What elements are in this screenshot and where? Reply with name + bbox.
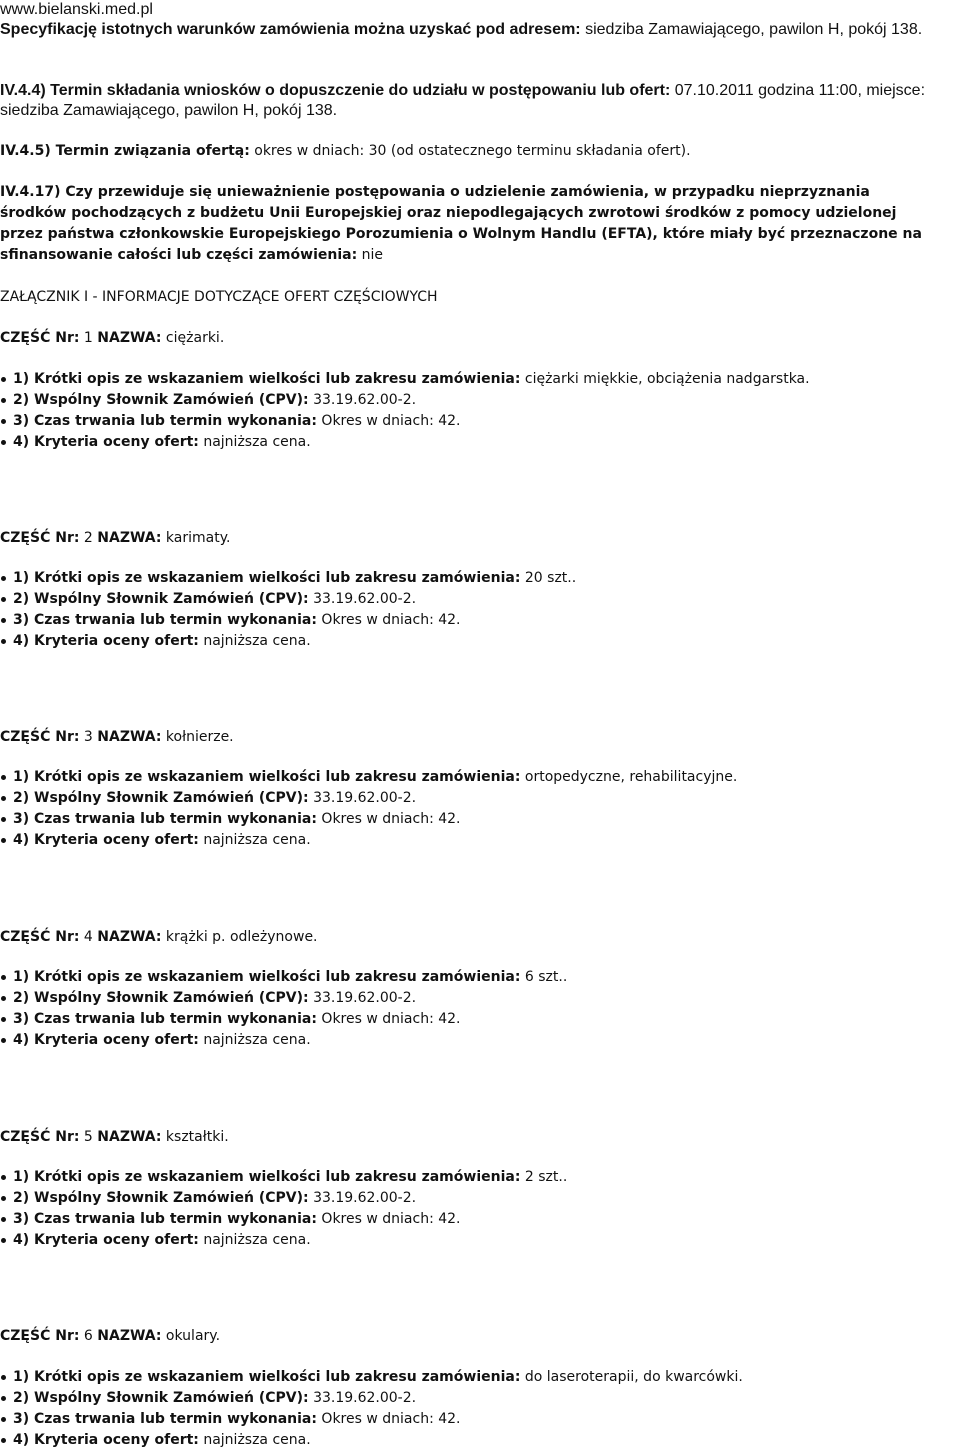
- part-nr: 2: [79, 530, 98, 546]
- desc-label: 1) Krótki opis ze wskazaniem wielkości lub zakresu zamówienia:: [13, 371, 521, 387]
- part-nr-label: CZĘŚĆ Nr:: [0, 330, 80, 346]
- criteria-value: najniższa cena.: [198, 434, 311, 450]
- part-details-list: [0, 568, 576, 652]
- iv417-paragraph: [0, 182, 935, 266]
- part-nr: 5: [79, 1129, 98, 1145]
- list-item: [0, 1409, 743, 1430]
- iv417-value: nie: [357, 247, 383, 263]
- iv45-value: okres w dniach: 30 (od ostatecznego terminu składania ofert).: [249, 143, 691, 159]
- iv45-label: IV.4.5) Termin związania ofertą:: [0, 143, 250, 159]
- cpv-value: 33.19.62.00-2.: [308, 790, 417, 806]
- list-item: [0, 1188, 567, 1209]
- cpv-value: 33.19.62.00-2.: [308, 1190, 417, 1206]
- desc-value: 2 szt..: [520, 1169, 568, 1185]
- list-item: [0, 631, 576, 652]
- part-name-label: NAZWA:: [97, 929, 162, 945]
- list-item: [0, 967, 567, 988]
- criteria-value: najniższa cena.: [198, 1032, 311, 1048]
- desc-label: 1) Krótki opis ze wskazaniem wielkości lub zakresu zamówienia:: [13, 570, 521, 586]
- part-nr-label: CZĘŚĆ Nr:: [0, 729, 80, 745]
- site-url[interactable]: [0, 0, 952, 20]
- list-item: [0, 830, 737, 851]
- cpv-label: 2) Wspólny Słownik Zamówień (CPV):: [13, 1190, 309, 1206]
- list-item: [0, 369, 810, 390]
- list-item: [0, 767, 737, 788]
- list-item: [0, 411, 810, 432]
- iv44-value: 07.10.2011 godzina 11:00, miejsce: siedziba Zamawiającego, pawilon H, pokój 138.: [0, 82, 926, 119]
- part-details-list: [0, 369, 810, 453]
- criteria-value: najniższa cena.: [198, 633, 311, 649]
- cpv-label: 2) Wspólny Słownik Zamówień (CPV):: [13, 790, 309, 806]
- list-item: [0, 788, 737, 809]
- desc-value: 6 szt..: [520, 969, 568, 985]
- list-item: [0, 809, 737, 830]
- cpv-label: 2) Wspólny Słownik Zamówień (CPV):: [13, 392, 309, 408]
- iv417-label: IV.4.17) Czy przewiduje się unieważnienie postępowania o udzielenie zamówienia, w przypadku nieprzyznania środków pochodzących z budżetu Unii Europejskiej oraz niepodlegających zwrotowi środków z pomocy udzielonej przez państwa członkowskie Europejskiego Porozumienia o Wolnym Handlu (EFTA), które miały być przeznaczone na sfinansowanie całości lub części zamówienia:: [0, 184, 922, 263]
- time-value: Okres w dniach: 42.: [316, 413, 461, 429]
- list-item: [0, 1367, 743, 1388]
- part-name: kształtki.: [161, 1129, 229, 1145]
- list-item: [0, 1430, 743, 1451]
- iv45-paragraph: [0, 141, 952, 162]
- spec-value: siedziba Zamawiającego, pawilon H, pokój 138.: [580, 21, 923, 38]
- time-value: Okres w dniach: 42.: [316, 1211, 461, 1227]
- cpv-value: 33.19.62.00-2.: [308, 392, 417, 408]
- part-nr-label: CZĘŚĆ Nr:: [0, 1129, 80, 1145]
- criteria-label: 4) Kryteria oceny ofert:: [13, 1432, 199, 1448]
- time-value: Okres w dniach: 42.: [316, 612, 461, 628]
- part-nr: 1: [79, 330, 98, 346]
- list-item: [0, 390, 810, 411]
- list-item: [0, 1388, 743, 1409]
- part-name: okulary.: [161, 1328, 221, 1344]
- part-name-label: NAZWA:: [97, 729, 162, 745]
- criteria-value: najniższa cena.: [198, 1232, 311, 1248]
- time-label: 3) Czas trwania lub termin wykonania:: [13, 1011, 317, 1027]
- desc-value: do laseroterapii, do kwarcówki.: [520, 1369, 743, 1385]
- time-label: 3) Czas trwania lub termin wykonania:: [13, 612, 317, 628]
- list-item: [0, 1030, 567, 1051]
- spec-label: Specyfikację istotnych warunków zamówienia można uzyskać pod adresem:: [0, 21, 581, 38]
- time-label: 3) Czas trwania lub termin wykonania:: [13, 413, 317, 429]
- part-name-label: NAZWA:: [97, 330, 162, 346]
- desc-value: ortopedyczne, rehabilitacyjne.: [520, 769, 738, 785]
- criteria-label: 4) Kryteria oceny ofert:: [13, 434, 199, 450]
- part-details-list: [0, 1367, 743, 1451]
- desc-label: 1) Krótki opis ze wskazaniem wielkości lub zakresu zamówienia:: [13, 1369, 521, 1385]
- part-heading: [0, 927, 952, 948]
- part-nr: 3: [79, 729, 98, 745]
- cpv-value: 33.19.62.00-2.: [308, 591, 417, 607]
- criteria-label: 4) Kryteria oceny ofert:: [13, 1032, 199, 1048]
- desc-label: 1) Krótki opis ze wskazaniem wielkości lub zakresu zamówienia:: [13, 769, 521, 785]
- time-value: Okres w dniach: 42.: [316, 1411, 461, 1427]
- part-heading: [0, 528, 952, 549]
- part-details-list: [0, 767, 737, 851]
- cpv-label: 2) Wspólny Słownik Zamówień (CPV):: [13, 1390, 309, 1406]
- cpv-value: 33.19.62.00-2.: [308, 1390, 417, 1406]
- desc-value: ciężarki miękkie, obciążenia nadgarstka.: [520, 371, 810, 387]
- list-item: [0, 610, 576, 631]
- time-value: Okres w dniach: 42.: [316, 811, 461, 827]
- time-label: 3) Czas trwania lub termin wykonania:: [13, 811, 317, 827]
- criteria-label: 4) Kryteria oceny ofert:: [13, 633, 199, 649]
- part-name: krążki p. odleżynowe.: [161, 929, 318, 945]
- cpv-value: 33.19.62.00-2.: [308, 990, 417, 1006]
- part-name-label: NAZWA:: [97, 1129, 162, 1145]
- criteria-value: najniższa cena.: [198, 832, 311, 848]
- part-nr-label: CZĘŚĆ Nr:: [0, 929, 80, 945]
- criteria-label: 4) Kryteria oceny ofert:: [13, 832, 199, 848]
- criteria-value: najniższa cena.: [198, 1432, 311, 1448]
- annex-title: ZAŁĄCZNIK I - INFORMACJE DOTYCZĄCE OFERT CZĘŚCIOWYCH: [0, 289, 438, 305]
- cpv-label: 2) Wspólny Słownik Zamówień (CPV):: [13, 591, 309, 607]
- time-label: 3) Czas trwania lub termin wykonania:: [13, 1211, 317, 1227]
- list-item: [0, 1009, 567, 1030]
- cpv-label: 2) Wspólny Słownik Zamówień (CPV):: [13, 990, 309, 1006]
- time-label: 3) Czas trwania lub termin wykonania:: [13, 1411, 317, 1427]
- part-name-label: NAZWA:: [97, 1328, 162, 1344]
- part-nr-label: CZĘŚĆ Nr:: [0, 1328, 80, 1344]
- part-heading: [0, 328, 952, 349]
- spec-paragraph: [0, 20, 952, 40]
- desc-value: 20 szt..: [520, 570, 577, 586]
- part-nr-label: CZĘŚĆ Nr:: [0, 530, 80, 546]
- desc-label: 1) Krótki opis ze wskazaniem wielkości lub zakresu zamówienia:: [13, 969, 521, 985]
- iv44-label: IV.4.4) Termin składania wniosków o dopuszczenie do udziału w postępowaniu lub ofert:: [0, 82, 671, 99]
- part-heading: [0, 1326, 952, 1347]
- part-nr: 6: [79, 1328, 98, 1344]
- desc-label: 1) Krótki opis ze wskazaniem wielkości lub zakresu zamówienia:: [13, 1169, 521, 1185]
- iv44-paragraph: [0, 81, 952, 121]
- list-item: [0, 432, 810, 453]
- part-name-label: NAZWA:: [97, 530, 162, 546]
- part-details-list: [0, 1167, 567, 1251]
- part-name: ciężarki.: [161, 330, 225, 346]
- criteria-label: 4) Kryteria oceny ofert:: [13, 1232, 199, 1248]
- part-nr: 4: [79, 929, 98, 945]
- list-item: [0, 1209, 567, 1230]
- part-name: karimaty.: [161, 530, 231, 546]
- site-url-text: www.bielanski.med.pl: [0, 1, 153, 18]
- list-item: [0, 1230, 567, 1251]
- time-value: Okres w dniach: 42.: [316, 1011, 461, 1027]
- part-heading: [0, 1127, 952, 1148]
- part-details-list: [0, 967, 567, 1051]
- part-heading: [0, 727, 952, 748]
- list-item: [0, 589, 576, 610]
- part-name: kołnierze.: [161, 729, 234, 745]
- list-item: [0, 988, 567, 1009]
- list-item: [0, 1167, 567, 1188]
- list-item: [0, 568, 576, 589]
